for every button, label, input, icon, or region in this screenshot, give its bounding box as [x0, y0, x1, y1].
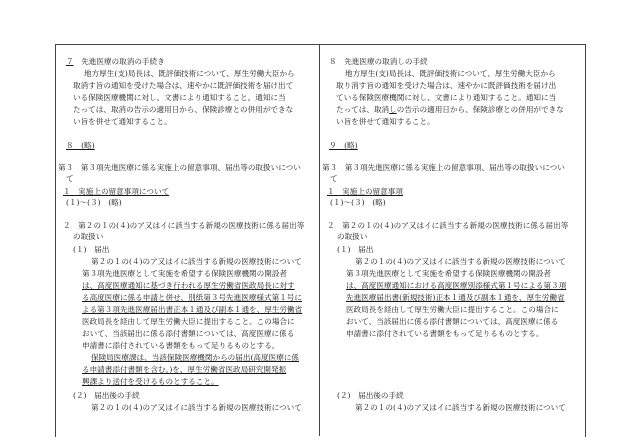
left-s7-para-line: 取消す旨の通知を受けた場合は、速やかに既評価技術を届け出て [73, 81, 294, 90]
left-sub-1-line [82, 304, 302, 315]
left-sub-1-line: 第３項先進医療として実施を希望する保険医療機関の開設者 [82, 269, 288, 278]
right-sub-2-title: (２) 届出後の手続 [337, 391, 404, 400]
left-section-7-number: ７ [66, 57, 74, 66]
left-sub-1-line: 申請書に添付されている書類をもって足りるものとする。 [82, 341, 280, 350]
left-sub-1-line: おいて、当該届出に係る添付書類については、高度医療に係る [82, 329, 295, 338]
left-sub-1-line: 第２の１の(４)のア又はイに該当する新規の医療技術について [91, 257, 302, 266]
left-item-1-body: (１)～(３) (略) [66, 198, 122, 207]
left-sub-1-underlined: 保険局医療課は、当該保険医療機関からの届出(高度医療に係 [91, 353, 299, 362]
left-s7-para-line: いる保険医療機関に対し、文書により通知すること。通知に当 [73, 93, 286, 102]
right-sub-1-underlined: 先進医療届出書(新規技術)正本１通及び副本１通を、厚生労働省 [346, 293, 565, 302]
right-item-2-title-cont: の取扱い [337, 232, 368, 241]
right-sub-1-line [346, 292, 565, 303]
left-sub-1-underlined: る申請書添付書類を含む。)を、厚生労働省医政局研究開発振 [82, 365, 287, 374]
right-s8-para-line [336, 104, 564, 115]
left-sub-1-underlined: 興課より送付を受けるものとすること。 [82, 377, 219, 386]
left-sub-2-line: 第２の１の(４)のア又はイに該当する新規の医療技術について [91, 403, 302, 412]
left-sub-1-line: 医政局長を経由して厚生労働大臣に提出すること。この場合に [82, 317, 295, 326]
right-item-1-title-text: １ 実施上の留意事項 [327, 187, 403, 196]
right-section-8-title: 先進医療の取消しの手続 [344, 57, 428, 66]
left-s7-para-line: 地方厚生(支)局長は、既評価技術について、厚生労働大臣から [84, 69, 295, 78]
left-item-1-title [63, 186, 169, 197]
right-section-9 [329, 140, 358, 151]
left-sub-1-title: (１) 届出 [73, 245, 110, 254]
left-sub-1-line [82, 280, 295, 291]
right-sub-1-title: (１) 届出 [337, 245, 374, 254]
right-sub-2-line: 第２の１の(４)のア又はイに該当する新規の医療技術について [355, 403, 566, 412]
left-section-8 [66, 140, 95, 151]
left-item-2-title-cont: の取扱い [73, 232, 104, 241]
left-item-1-title-text: １ 実施上の留意事項について [63, 187, 170, 196]
right-part-3-heading: 第３ 第３項先進医療に係る実施上の留意事項、届出等の取扱いについ [322, 163, 565, 172]
right-s8-para-line: 地方厚生(支)局長は、既評価技術について、厚生労働大臣から [345, 69, 556, 78]
right-s8-para-line: ている保険医療機関に対し、文書により通知すること。通知に当 [336, 93, 557, 102]
right-s8-para-line: 取り消す旨の通知を受けた場合は、速やかに既評価技術を届け出 [336, 81, 557, 90]
right-section-8-heading [329, 56, 428, 67]
left-section-7-heading [66, 56, 165, 67]
right-sub-1-line: 申請書に添付されている書類をもって足りるものとする。 [346, 329, 544, 338]
left-sub-1-underlined: は、高度医療通知に基づき行われる厚生労働省医政局長に対す [82, 281, 295, 290]
right-s8-para-line: い旨を併せて通知すること。 [336, 117, 435, 126]
right-sub-1-line [346, 280, 566, 291]
right-sub-1-line: 第３項先進医療として実施を希望する保険医療機関の開設者 [346, 269, 552, 278]
left-sub-1-underlined: る高度医療に係る申請と併せ、別紙第３号先進医療様式第１号に [82, 293, 302, 302]
right-section-9-text: ９ (略) [329, 141, 358, 150]
left-sub-1-underlined: よる第３項先進医療届出書正本１通及び副本１通を、厚生労働省 [82, 305, 303, 314]
right-item-1-title [327, 186, 403, 197]
left-s7-para-line: たっては、取消の告示の適用日から、保険診療との併用ができな [73, 105, 294, 114]
left-item-2-title: ２ 第２の１の(４)のア又はイに該当する新規の医療技術に係る届出等 [63, 221, 305, 230]
right-s8-underlined: し [389, 105, 397, 114]
left-s7-para-line: い旨を併せて通知すること。 [73, 117, 172, 126]
right-sub-1-line: 第２の１の(４)のア又はイに該当する新規の医療技術について [355, 257, 566, 266]
left-sub-2-title: (２) 届出後の手続 [73, 391, 140, 400]
left-section-7-title: 先進医療の取消の手続き [81, 57, 165, 66]
right-sub-1-line: 医政局長を経由して厚生労働大臣に提出すること。この場合に [346, 305, 559, 314]
left-sub-1-line [91, 352, 299, 363]
left-part-3-heading-cont: て [66, 174, 74, 183]
left-section-8-text: ８ (略) [66, 141, 95, 150]
right-sub-1-line: おいて、当該届出に係る添付書類については、高度医療に係る [346, 317, 559, 326]
left-sub-1-line [82, 292, 302, 303]
left-sub-1-line [82, 376, 219, 387]
right-part-3-heading-cont: て [330, 174, 338, 183]
right-section-8-number: ８ [329, 57, 337, 66]
column-divider [319, 44, 320, 436]
right-s8-text: の告示の適用日から、保険診療との併用ができな [396, 105, 564, 114]
right-item-1-body: (１)～(３) (略) [330, 198, 386, 207]
right-s8-text: たっては、取消 [336, 105, 390, 114]
right-sub-1-underlined: は、高度医療通知における高度医療別添様式第１号による第３項 [346, 281, 567, 290]
left-sub-1-line [82, 364, 286, 375]
left-part-3-heading: 第３ 第３項先進医療に係る実施上の留意事項、届出等の取扱いについ [58, 163, 301, 172]
right-item-2-title: ２ 第２の１の(４)のア又はイに該当する新規の医療技術に係る届出等 [327, 221, 569, 230]
